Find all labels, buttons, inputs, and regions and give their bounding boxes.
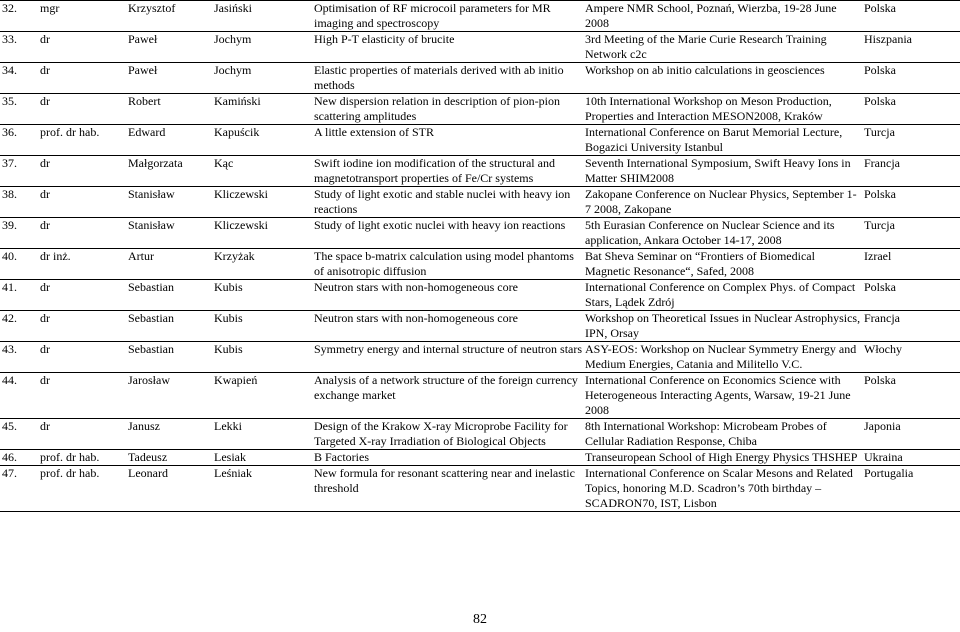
last-name-cell: Lesiak — [212, 450, 312, 466]
row-number-cell: 34. — [0, 63, 38, 94]
table-row — [0, 63, 960, 94]
last-name-cell: Kubis — [212, 311, 312, 342]
conference-cell: 5th Eurasian Conference on Nuclear Science and its application, Ankara October 14-17, 2008 — [583, 218, 862, 249]
last-name-cell: Kubis — [212, 342, 312, 373]
first-name-cell: Sebastian — [126, 311, 212, 342]
country-cell: Polska — [862, 280, 960, 311]
row-number-cell: 33. — [0, 32, 38, 63]
country-cell: Polska — [862, 187, 960, 218]
conference-cell: Bat Sheva Seminar on “Frontiers of Biomedical Magnetic Resonance“, Safed, 2008 — [583, 249, 862, 280]
first-name-cell: Sebastian — [126, 280, 212, 311]
last-name-cell: Jasiński — [212, 1, 312, 32]
conference-cell: International Conference on Economics Science with Heterogeneous Interacting Agents, Warsaw, 19-21 June 2008 — [583, 373, 862, 419]
page-number: 82 — [473, 612, 487, 627]
first-name-cell: Artur — [126, 249, 212, 280]
table-row — [0, 466, 960, 512]
row-number-cell: 44. — [0, 373, 38, 419]
country-cell: Hiszpania — [862, 32, 960, 63]
talk-title-cell: Neutron stars with non-homogeneous core — [312, 280, 583, 311]
country-cell: Izrael — [862, 249, 960, 280]
talk-title-cell: Design of the Krakow X-ray Microprobe Facility for Targeted X-ray Irradiation of Biological Objects — [312, 419, 583, 450]
conference-cell: Seventh International Symposium, Swift Heavy Ions in Matter SHIM2008 — [583, 156, 862, 187]
table-row — [0, 249, 960, 280]
academic-title-cell: dr — [38, 32, 126, 63]
row-number-cell: 36. — [0, 125, 38, 156]
last-name-cell: Kliczewski — [212, 218, 312, 249]
talk-title-cell: Study of light exotic nuclei with heavy ion reactions — [312, 218, 583, 249]
academic-title-cell: dr — [38, 419, 126, 450]
row-number-cell: 32. — [0, 1, 38, 32]
last-name-cell: Kąc — [212, 156, 312, 187]
row-number-cell: 39. — [0, 218, 38, 249]
talk-title-cell: The space b-matrix calculation using model phantoms of anisotropic diffusion — [312, 249, 583, 280]
talk-title-cell: New formula for resonant scattering near and inelastic threshold — [312, 466, 583, 512]
row-number-cell: 46. — [0, 450, 38, 466]
conference-cell: 10th International Workshop on Meson Production, Properties and Interaction MESON2008, Kraków — [583, 94, 862, 125]
talk-title-cell: Analysis of a network structure of the foreign currency exchange market — [312, 373, 583, 419]
academic-title-cell: dr — [38, 280, 126, 311]
country-cell: Polska — [862, 1, 960, 32]
row-number-cell: 47. — [0, 466, 38, 512]
conference-cell: Transeuropean School of High Energy Physics THSHEP — [583, 450, 862, 466]
row-number-cell: 35. — [0, 94, 38, 125]
table-row — [0, 373, 960, 419]
first-name-cell: Janusz — [126, 419, 212, 450]
first-name-cell: Robert — [126, 94, 212, 125]
first-name-cell: Leonard — [126, 466, 212, 512]
academic-title-cell: dr inż. — [38, 249, 126, 280]
last-name-cell: Jochym — [212, 32, 312, 63]
country-cell: Włochy — [862, 342, 960, 373]
academic-title-cell: mgr — [38, 1, 126, 32]
last-name-cell: Kamiński — [212, 94, 312, 125]
first-name-cell: Krzysztof — [126, 1, 212, 32]
talk-title-cell: A little extension of STR — [312, 125, 583, 156]
row-number-cell: 43. — [0, 342, 38, 373]
table-row — [0, 342, 960, 373]
table-row — [0, 419, 960, 450]
conference-cell: 8th International Workshop: Microbeam Probes of Cellular Radiation Response, Chiba — [583, 419, 862, 450]
row-number-cell: 45. — [0, 419, 38, 450]
conference-cell: Zakopane Conference on Nuclear Physics, September 1-7 2008, Zakopane — [583, 187, 862, 218]
last-name-cell: Krzyżak — [212, 249, 312, 280]
academic-title-cell: dr — [38, 94, 126, 125]
country-cell: Turcja — [862, 125, 960, 156]
country-cell: Polska — [862, 373, 960, 419]
country-cell: Portugalia — [862, 466, 960, 512]
row-number-cell: 42. — [0, 311, 38, 342]
conference-cell: International Conference on Complex Phys. of Compact Stars, Lądek Zdrój — [583, 280, 862, 311]
conference-cell: International Conference on Scalar Mesons and Related Topics, honoring M.D. Scadron’s 70th birthday – SCADRON70, IST, Lisbon — [583, 466, 862, 512]
talk-title-cell: Optimisation of RF microcoil parameters for MR imaging and spectroscopy — [312, 1, 583, 32]
conference-table-body — [0, 1, 960, 512]
last-name-cell: Jochym — [212, 63, 312, 94]
talk-title-cell: Neutron stars with non-homogeneous core — [312, 311, 583, 342]
academic-title-cell: dr — [38, 218, 126, 249]
academic-title-cell: prof. dr hab. — [38, 125, 126, 156]
conference-cell: Ampere NMR School, Poznań, Wierzba, 19-28 June 2008 — [583, 1, 862, 32]
academic-title-cell: dr — [38, 156, 126, 187]
table-row — [0, 156, 960, 187]
country-cell: Ukraina — [862, 450, 960, 466]
row-number-cell: 40. — [0, 249, 38, 280]
talk-title-cell: Elastic properties of materials derived with ab initio methods — [312, 63, 583, 94]
last-name-cell: Kliczewski — [212, 187, 312, 218]
first-name-cell: Sebastian — [126, 342, 212, 373]
country-cell: Turcja — [862, 218, 960, 249]
table-row — [0, 311, 960, 342]
academic-title-cell: dr — [38, 311, 126, 342]
table-row — [0, 1, 960, 32]
academic-title-cell: dr — [38, 187, 126, 218]
table-row — [0, 94, 960, 125]
table-row — [0, 125, 960, 156]
academic-title-cell: prof. dr hab. — [38, 466, 126, 512]
talk-title-cell: Swift iodine ion modification of the structural and magnetotransport properties of Fe/Cr systems — [312, 156, 583, 187]
last-name-cell: Leśniak — [212, 466, 312, 512]
table-row — [0, 280, 960, 311]
talk-title-cell: B Factories — [312, 450, 583, 466]
academic-title-cell: dr — [38, 373, 126, 419]
last-name-cell: Kubis — [212, 280, 312, 311]
talk-title-cell: New dispersion relation in description of pion-pion scattering amplitudes — [312, 94, 583, 125]
academic-title-cell: dr — [38, 63, 126, 94]
row-number-cell: 38. — [0, 187, 38, 218]
row-number-cell: 37. — [0, 156, 38, 187]
country-cell: Japonia — [862, 419, 960, 450]
last-name-cell: Kwapień — [212, 373, 312, 419]
conference-cell: 3rd Meeting of the Marie Curie Research Training Network c2c — [583, 32, 862, 63]
country-cell: Polska — [862, 63, 960, 94]
academic-title-cell: dr — [38, 342, 126, 373]
first-name-cell: Małgorzata — [126, 156, 212, 187]
conference-cell: International Conference on Barut Memorial Lecture, Bogazici University Istanbul — [583, 125, 862, 156]
talk-title-cell: Study of light exotic and stable nuclei with heavy ion reactions — [312, 187, 583, 218]
table-row — [0, 450, 960, 466]
conference-cell: Workshop on Theoretical Issues in Nuclear Astrophysics, IPN, Orsay — [585, 311, 861, 340]
country-cell: Francja — [862, 156, 960, 187]
first-name-cell: Stanisław — [126, 218, 212, 249]
talk-title-cell: High P-T elasticity of brucite — [312, 32, 583, 63]
conference-cell: Workshop on ab initio calculations in geosciences — [583, 63, 862, 94]
last-name-cell: Lekki — [212, 419, 312, 450]
table-row — [0, 32, 960, 63]
first-name-cell: Tadeusz — [126, 450, 212, 466]
last-name-cell: Kapuścik — [212, 125, 312, 156]
academic-title-cell: prof. dr hab. — [38, 450, 126, 466]
country-cell: Polska — [862, 94, 960, 125]
first-name-cell: Stanisław — [126, 187, 212, 218]
table-row — [0, 187, 960, 218]
conference-cell: ASY-EOS: Workshop on Nuclear Symmetry Energy and Medium Energies, Catania and Militello V.C. — [583, 342, 862, 373]
table-row — [0, 218, 960, 249]
talk-title-cell: Symmetry energy and internal structure of neutron stars — [312, 342, 583, 373]
country-cell: Francja — [862, 311, 960, 342]
first-name-cell: Paweł — [126, 63, 212, 94]
first-name-cell: Paweł — [126, 32, 212, 63]
first-name-cell: Jarosław — [126, 373, 212, 419]
row-number-cell: 41. — [0, 280, 38, 311]
first-name-cell: Edward — [126, 125, 212, 156]
